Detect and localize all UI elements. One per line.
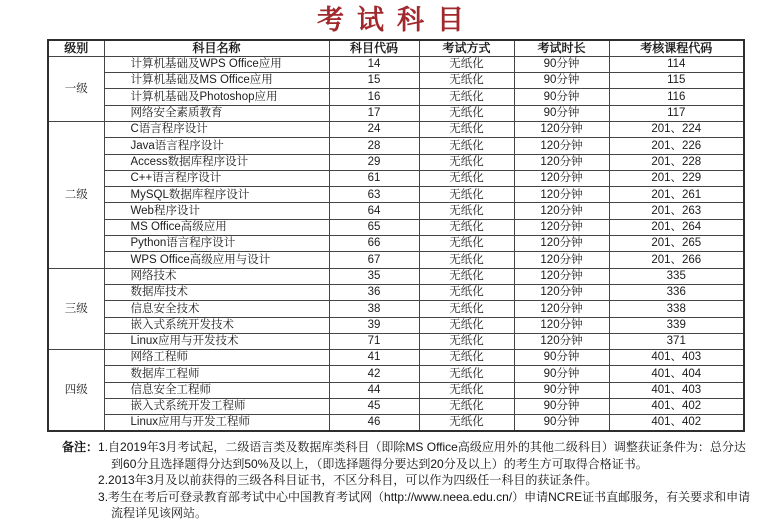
cell-exam-method: 无纸化 (419, 268, 514, 284)
cell-exam-method: 无纸化 (419, 187, 514, 203)
cell-course-codes: 336 (609, 284, 744, 300)
cell-subject-code: 64 (329, 203, 419, 219)
cell-exam-duration: 120分钟 (514, 203, 609, 219)
cell-subject-name: MySQL数据库程序设计 (104, 187, 329, 203)
cell-course-codes: 335 (609, 268, 744, 284)
cell-subject-code: 71 (329, 333, 419, 349)
cell-subject-code: 38 (329, 301, 419, 317)
cell-exam-method: 无纸化 (419, 219, 514, 235)
cell-subject-code: 29 (329, 154, 419, 170)
cell-subject-name: 网络安全素质教育 (104, 105, 329, 121)
cell-subject-name: Java语言程序设计 (104, 138, 329, 154)
cell-exam-duration: 120分钟 (514, 154, 609, 170)
cell-exam-method: 无纸化 (419, 73, 514, 89)
cell-course-codes: 401、404 (609, 366, 744, 382)
table-header-row (48, 40, 744, 56)
cell-exam-method: 无纸化 (419, 415, 514, 431)
cell-exam-duration: 120分钟 (514, 252, 609, 268)
subject-row (48, 170, 744, 186)
cell-subject-name: 数据库工程师 (104, 366, 329, 382)
cell-exam-method: 无纸化 (419, 170, 514, 186)
cell-subject-code: 41 (329, 350, 419, 366)
cell-subject-name: 信息安全技术 (104, 301, 329, 317)
cell-course-codes: 401、402 (609, 415, 744, 431)
subject-row (48, 268, 744, 284)
cell-exam-method: 无纸化 (419, 317, 514, 333)
cell-course-codes: 201、261 (609, 187, 744, 203)
cell-exam-duration: 120分钟 (514, 317, 609, 333)
cell-subject-name: 计算机基础及Photoshop应用 (104, 89, 329, 105)
subject-row (48, 415, 744, 431)
subject-row (48, 399, 744, 415)
cell-course-codes: 401、403 (609, 382, 744, 398)
cell-subject-code: 14 (329, 56, 419, 72)
cell-course-codes: 116 (609, 89, 744, 105)
cell-course-codes: 117 (609, 105, 744, 121)
level-cell: 四级 (48, 350, 104, 431)
header-course-codes: 考核课程代码 (609, 40, 744, 56)
cell-exam-duration: 120分钟 (514, 333, 609, 349)
header-level: 级别 (48, 40, 104, 56)
cell-exam-method: 无纸化 (419, 89, 514, 105)
cell-subject-name: 计算机基础及MS Office应用 (104, 73, 329, 89)
header-subject-name: 科目名称 (104, 40, 329, 56)
cell-subject-name: Access数据库程序设计 (104, 154, 329, 170)
cell-course-codes: 339 (609, 317, 744, 333)
subject-row (48, 236, 744, 252)
cell-exam-duration: 90分钟 (514, 73, 609, 89)
cell-subject-name: Linux应用与开发工程师 (104, 415, 329, 431)
subject-row (48, 73, 744, 89)
cell-exam-method: 无纸化 (419, 121, 514, 137)
cell-exam-method: 无纸化 (419, 203, 514, 219)
cell-subject-name: C++语言程序设计 (104, 170, 329, 186)
cell-subject-code: 15 (329, 73, 419, 89)
cell-exam-method: 无纸化 (419, 154, 514, 170)
header-exam-duration: 考试时长 (514, 40, 609, 56)
cell-subject-code: 61 (329, 170, 419, 186)
cell-course-codes: 201、266 (609, 252, 744, 268)
subject-row (48, 89, 744, 105)
cell-subject-code: 44 (329, 382, 419, 398)
subject-row (48, 252, 744, 268)
cell-exam-method: 无纸化 (419, 399, 514, 415)
header-exam-method: 考试方式 (419, 40, 514, 56)
cell-course-codes: 401、403 (609, 350, 744, 366)
cell-course-codes: 115 (609, 73, 744, 89)
cell-subject-code: 67 (329, 252, 419, 268)
subject-row (48, 284, 744, 300)
notes-label: 备注： (62, 440, 99, 455)
cell-subject-code: 45 (329, 399, 419, 415)
subject-row (48, 317, 744, 333)
cell-exam-duration: 90分钟 (514, 399, 609, 415)
subject-row (48, 154, 744, 170)
cell-course-codes: 201、263 (609, 203, 744, 219)
cell-course-codes: 201、226 (609, 138, 744, 154)
subjects-table (47, 39, 745, 432)
cell-subject-code: 42 (329, 366, 419, 382)
subject-row (48, 138, 744, 154)
cell-subject-name: 数据库技术 (104, 284, 329, 300)
subject-row (48, 105, 744, 121)
cell-course-codes: 114 (609, 56, 744, 72)
cell-subject-name: 嵌入式系统开发技术 (104, 317, 329, 333)
subject-row (48, 366, 744, 382)
cell-exam-duration: 90分钟 (514, 415, 609, 431)
cell-course-codes: 201、229 (609, 170, 744, 186)
cell-subject-code: 66 (329, 236, 419, 252)
subject-row (48, 121, 744, 137)
cell-course-codes: 201、264 (609, 219, 744, 235)
cell-exam-duration: 120分钟 (514, 219, 609, 235)
cell-subject-code: 28 (329, 138, 419, 154)
cell-exam-method: 无纸化 (419, 252, 514, 268)
subject-row (48, 203, 744, 219)
cell-exam-duration: 120分钟 (514, 236, 609, 252)
subject-row (48, 382, 744, 398)
note-item: 2.2013年3月及以前获得的三级各科目证书，不区分科目，可以作为四级任一科目的获证条件。 (98, 473, 598, 488)
notes-items (98, 439, 756, 522)
cell-subject-code: 16 (329, 89, 419, 105)
cell-exam-method: 无纸化 (419, 56, 514, 72)
cell-exam-method: 无纸化 (419, 138, 514, 154)
cell-exam-duration: 90分钟 (514, 366, 609, 382)
subject-row (48, 333, 744, 349)
cell-exam-method: 无纸化 (419, 284, 514, 300)
cell-subject-name: 嵌入式系统开发工程师 (104, 399, 329, 415)
cell-subject-name: 计算机基础及WPS Office应用 (104, 56, 329, 72)
subjects-table-body (48, 56, 744, 431)
cell-subject-code: 17 (329, 105, 419, 121)
cell-exam-method: 无纸化 (419, 301, 514, 317)
cell-exam-duration: 90分钟 (514, 350, 609, 366)
cell-course-codes: 201、224 (609, 121, 744, 137)
cell-exam-duration: 90分钟 (514, 56, 609, 72)
cell-exam-method: 无纸化 (419, 236, 514, 252)
cell-subject-code: 63 (329, 187, 419, 203)
level-cell: 三级 (48, 268, 104, 349)
note-item: 1.自2019年3月考试起，二级语言类及数据库类科目（即除MS Office高级应用外的其他二级科目）调整获证条件为：总分达到60分且选择题得分达到50%及以上，（即选择题得分要达到20分及以上）的考生方可取得合格证书。 (98, 440, 746, 471)
cell-subject-name: 网络工程师 (104, 350, 329, 366)
header-subject-code: 科目代码 (329, 40, 419, 56)
cell-subject-name: Linux应用与开发技术 (104, 333, 329, 349)
subject-row (48, 350, 744, 366)
cell-exam-duration: 120分钟 (514, 138, 609, 154)
cell-subject-name: 信息安全工程师 (104, 382, 329, 398)
cell-exam-method: 无纸化 (419, 105, 514, 121)
cell-exam-duration: 120分钟 (514, 187, 609, 203)
note-item: 3.考生在考后可登录教育部考试中心中国教育考试网（http://www.neea.edu.cn/）申请NCRE证书直邮服务，有关要求和申请流程详见该网站。 (98, 489, 751, 521)
cell-subject-code: 35 (329, 268, 419, 284)
cell-subject-code: 36 (329, 284, 419, 300)
cell-subject-name: Python语言程序设计 (104, 236, 329, 252)
level-cell: 一级 (48, 56, 104, 121)
cell-exam-duration: 90分钟 (514, 105, 609, 121)
cell-subject-name: 网络技术 (104, 268, 329, 284)
cell-exam-duration: 90分钟 (514, 89, 609, 105)
cell-subject-code: 46 (329, 415, 419, 431)
cell-subject-name: Web程序设计 (104, 203, 329, 219)
subject-row (48, 301, 744, 317)
cell-course-codes: 338 (609, 301, 744, 317)
subject-row (48, 219, 744, 235)
cell-exam-duration: 120分钟 (514, 284, 609, 300)
cell-course-codes: 201、228 (609, 154, 744, 170)
cell-subject-code: 65 (329, 219, 419, 235)
subject-row (48, 187, 744, 203)
notes-section (62, 439, 756, 522)
cell-subject-code: 24 (329, 121, 419, 137)
page-title: 考试科目 (317, 5, 477, 35)
subject-row (48, 56, 744, 72)
cell-subject-name: WPS Office高级应用与设计 (104, 252, 329, 268)
cell-exam-duration: 120分钟 (514, 170, 609, 186)
cell-subject-name: C语言程序设计 (104, 121, 329, 137)
cell-exam-duration: 90分钟 (514, 382, 609, 398)
cell-subject-name: MS Office高级应用 (104, 219, 329, 235)
cell-exam-method: 无纸化 (419, 333, 514, 349)
cell-exam-method: 无纸化 (419, 382, 514, 398)
cell-exam-method: 无纸化 (419, 350, 514, 366)
cell-exam-duration: 120分钟 (514, 268, 609, 284)
cell-course-codes: 401、402 (609, 399, 744, 415)
cell-subject-code: 39 (329, 317, 419, 333)
cell-exam-duration: 120分钟 (514, 301, 609, 317)
cell-exam-method: 无纸化 (419, 366, 514, 382)
level-cell: 二级 (48, 121, 104, 268)
cell-course-codes: 201、265 (609, 236, 744, 252)
cell-exam-duration: 120分钟 (514, 121, 609, 137)
cell-course-codes: 371 (609, 333, 744, 349)
